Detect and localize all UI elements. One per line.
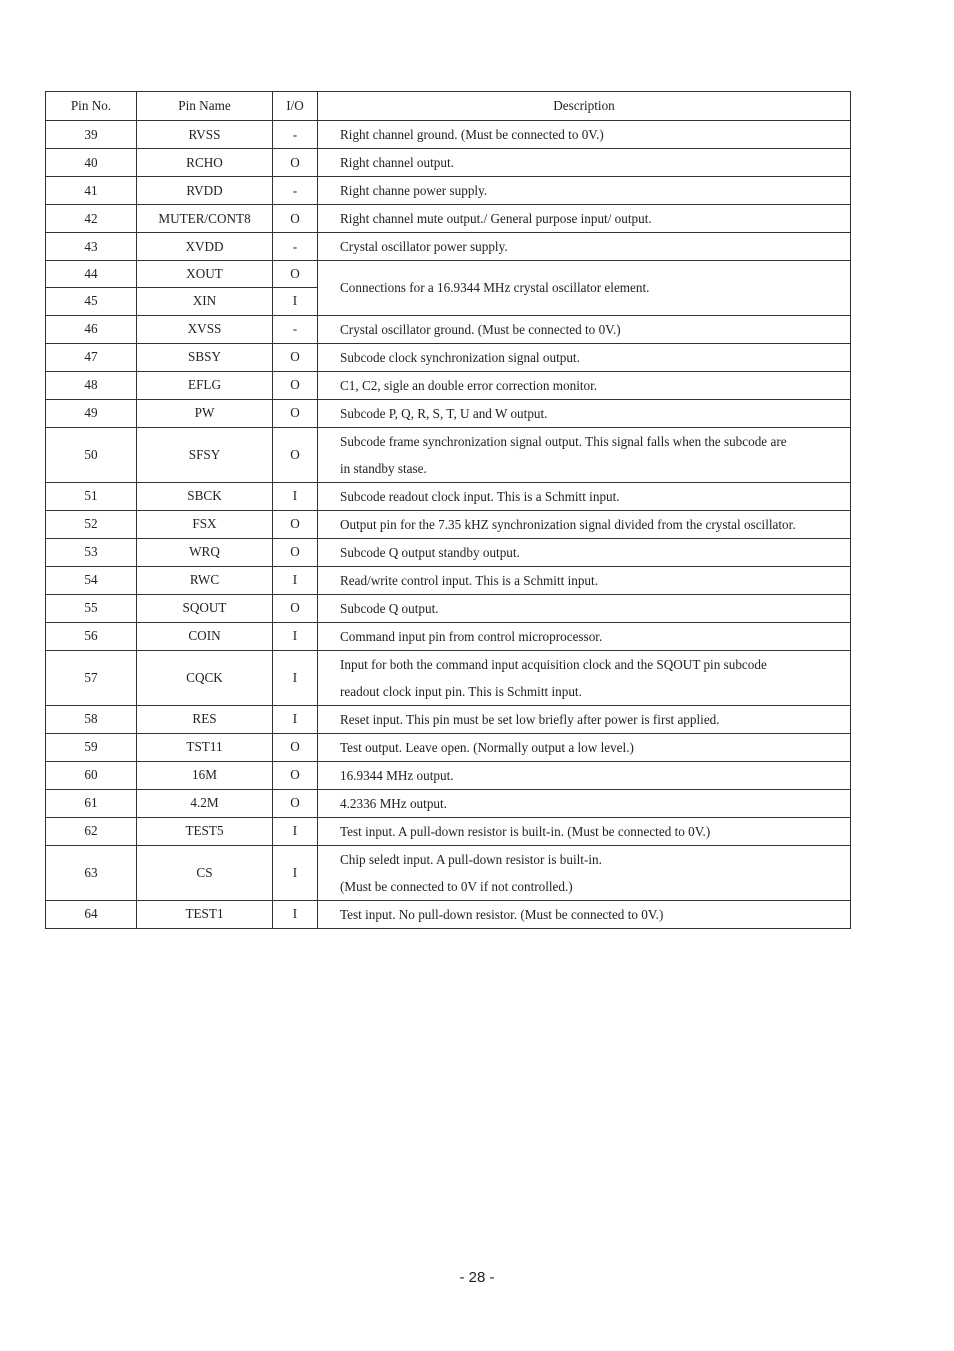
pin-name-cell: TEST5 [137, 817, 273, 845]
table-row [46, 650, 851, 705]
pin-name-cell: COIN [137, 622, 273, 650]
pin-name-cell: RVSS [137, 121, 273, 149]
description-cell [318, 622, 851, 650]
description-cell [318, 315, 851, 343]
pin-name-cell: 16M [137, 761, 273, 789]
description-line: in standby stase. [340, 460, 427, 476]
io-cell: O [273, 343, 318, 371]
description-line: Chip seledt input. A pull-down resistor is built-in. [340, 851, 602, 867]
description-line: Crystal oscillator power supply. [340, 239, 508, 254]
io-cell: - [273, 177, 318, 205]
pin-number-cell: 51 [46, 482, 137, 510]
io-cell: I [273, 705, 318, 733]
description-cell [318, 538, 851, 566]
pin-number-cell: 63 [46, 845, 137, 900]
table-row [46, 705, 851, 733]
description-line: Test output. Leave open. (Normally output a low level.) [340, 739, 634, 755]
pin-name-cell: XOUT [137, 261, 273, 288]
io-cell: O [273, 538, 318, 566]
io-cell: I [273, 650, 318, 705]
description-line: 4.2336 MHz output. [340, 795, 447, 811]
description-line: Test input. No pull-down resistor. (Must be connected to 0V.) [340, 906, 664, 922]
header-pin-name: Pin Name [137, 92, 273, 121]
pin-name-cell: TST11 [137, 733, 273, 761]
pin-name-cell: XVSS [137, 315, 273, 343]
pin-name-cell: PW [137, 399, 273, 427]
pin-number-cell: 40 [46, 149, 137, 177]
io-cell: I [273, 845, 318, 900]
io-cell: - [273, 121, 318, 149]
table-row [46, 261, 851, 288]
pin-name-cell: SQOUT [137, 594, 273, 622]
table-row [46, 205, 851, 233]
table-row [46, 177, 851, 205]
pin-name-cell: CQCK [137, 650, 273, 705]
table-header-row [46, 92, 851, 121]
description-cell [318, 845, 851, 900]
table-row [46, 900, 851, 928]
description-cell [318, 510, 851, 538]
io-cell: I [273, 566, 318, 594]
pin-name-cell: RVDD [137, 177, 273, 205]
description-line: 16.9344 MHz output. [340, 767, 454, 783]
table-row [46, 622, 851, 650]
pin-name-cell: RCHO [137, 149, 273, 177]
table-row [46, 399, 851, 427]
table-row [46, 233, 851, 261]
description-cell [318, 566, 851, 594]
pin-number-cell: 61 [46, 789, 137, 817]
io-cell: O [273, 205, 318, 233]
description-cell [318, 427, 851, 482]
description-cell [318, 594, 851, 622]
description-cell [318, 817, 851, 845]
description-line: C1, C2, sigle an double error correction monitor. [340, 377, 598, 393]
pin-name-cell: WRQ [137, 538, 273, 566]
table-row [46, 538, 851, 566]
header-io: I/O [273, 92, 318, 121]
description-line: Subcode readout clock input. This is a Schmitt input. [340, 488, 620, 504]
description-cell [318, 205, 851, 233]
pin-number-cell: 50 [46, 427, 137, 482]
description-cell [318, 177, 851, 205]
io-cell: O [273, 261, 318, 288]
description-cell [318, 733, 851, 761]
pin-number-cell: 45 [46, 288, 137, 315]
table-row [46, 566, 851, 594]
io-cell: I [273, 817, 318, 845]
io-cell: - [273, 315, 318, 343]
table-row [46, 761, 851, 789]
pin-number-cell: 55 [46, 594, 137, 622]
pin-name-cell: 4.2M [137, 789, 273, 817]
pin-number-cell: 41 [46, 177, 137, 205]
pin-name-cell: XVDD [137, 233, 273, 261]
pin-number-cell: 47 [46, 343, 137, 371]
table-row [46, 789, 851, 817]
header-pin-no: Pin No. [46, 92, 137, 121]
pin-number-cell: 39 [46, 121, 137, 149]
description-line: Subcode frame synchronization signal output. This signal falls when the subcode are [340, 433, 787, 449]
table-row [46, 510, 851, 538]
pin-number-cell: 44 [46, 261, 137, 288]
page-number: - 28 - [459, 1269, 495, 1286]
io-cell: O [273, 149, 318, 177]
pin-name-cell: MUTER/CONT8 [137, 205, 273, 233]
description-cell [318, 761, 851, 789]
pin-name-cell: SBCK [137, 482, 273, 510]
table-row [46, 343, 851, 371]
io-cell: O [273, 427, 318, 482]
io-cell: O [273, 733, 318, 761]
description-line: Subcode Q output. [340, 600, 439, 616]
description-line: Test input. A pull-down resistor is built-in. (Must be connected to 0V.) [340, 823, 711, 839]
pin-name-cell: SFSY [137, 427, 273, 482]
pin-number-cell: 59 [46, 733, 137, 761]
pin-name-cell: TEST1 [137, 900, 273, 928]
io-cell: O [273, 371, 318, 399]
pin-number-cell: 42 [46, 205, 137, 233]
pin-name-cell: SBSY [137, 343, 273, 371]
description-line: Reset input. This pin must be set low briefly after power is first applied. [340, 711, 720, 727]
pin-number-cell: 43 [46, 233, 137, 261]
io-cell: O [273, 789, 318, 817]
description-line: Read/write control input. This is a Schmitt input. [340, 572, 598, 588]
pin-number-cell: 58 [46, 705, 137, 733]
io-cell: I [273, 288, 318, 315]
table-row [46, 482, 851, 510]
io-cell: I [273, 482, 318, 510]
io-cell: I [273, 900, 318, 928]
table-row [46, 149, 851, 177]
table-row [46, 594, 851, 622]
description-line: Input for both the command input acquisition clock and the SQOUT pin subcode [340, 656, 767, 672]
description-line: readout clock input pin. This is Schmitt input. [340, 683, 582, 699]
io-cell: I [273, 622, 318, 650]
pin-name-cell: XIN [137, 288, 273, 315]
table-row [46, 315, 851, 343]
pin-number-cell: 60 [46, 761, 137, 789]
pin-name-cell: CS [137, 845, 273, 900]
description-line: Right channel mute output./ General purpose input/ output. [340, 211, 652, 226]
pin-name-cell: EFLG [137, 371, 273, 399]
description-line: Right channel ground. (Must be connected to 0V.) [340, 127, 604, 142]
io-cell: O [273, 510, 318, 538]
table-row [46, 817, 851, 845]
description-cell [318, 399, 851, 427]
io-cell: O [273, 761, 318, 789]
pin-number-cell: 52 [46, 510, 137, 538]
description-cell [318, 233, 851, 261]
description-cell [318, 705, 851, 733]
pin-number-cell: 53 [46, 538, 137, 566]
table-row [46, 427, 851, 482]
description-line: Subcode clock synchronization signal output. [340, 349, 580, 365]
description-cell [318, 371, 851, 399]
io-cell: O [273, 399, 318, 427]
description-cell [318, 261, 851, 316]
description-cell [318, 149, 851, 177]
pin-number-cell: 62 [46, 817, 137, 845]
description-cell [318, 343, 851, 371]
pin-description-table [45, 91, 851, 929]
io-cell: O [273, 594, 318, 622]
pin-number-cell: 49 [46, 399, 137, 427]
table-row [46, 121, 851, 149]
description-cell [318, 900, 851, 928]
description-line: Crystal oscillator ground. (Must be connected to 0V.) [340, 321, 621, 337]
pin-name-cell: FSX [137, 510, 273, 538]
description-cell [318, 121, 851, 149]
pin-number-cell: 46 [46, 315, 137, 343]
description-cell [318, 482, 851, 510]
description-line: Right channe power supply. [340, 183, 488, 198]
header-description: Description [318, 92, 851, 121]
description-line: Right channel output. [340, 155, 454, 170]
table-row [46, 845, 851, 900]
description-line: Subcode Q output standby output. [340, 544, 520, 560]
pin-name-cell: RWC [137, 566, 273, 594]
description-line: Command input pin from control microprocessor. [340, 628, 603, 644]
description-line: (Must be connected to 0V if not controlled.) [340, 878, 573, 894]
pin-number-cell: 57 [46, 650, 137, 705]
description-line: Subcode P, Q, R, S, T, U and W output. [340, 405, 548, 421]
description-cell [318, 650, 851, 705]
pin-name-cell: RES [137, 705, 273, 733]
description-line: Connections for a 16.9344 MHz crystal oscillator element. [340, 280, 650, 296]
table-row [46, 733, 851, 761]
io-cell: - [273, 233, 318, 261]
table-body [46, 121, 851, 929]
pin-number-cell: 64 [46, 900, 137, 928]
description-line: Output pin for the 7.35 kHZ synchronization signal divided from the crystal oscillator. [340, 516, 796, 532]
table-row [46, 371, 851, 399]
description-cell [318, 789, 851, 817]
pin-number-cell: 54 [46, 566, 137, 594]
pin-number-cell: 56 [46, 622, 137, 650]
pin-number-cell: 48 [46, 371, 137, 399]
